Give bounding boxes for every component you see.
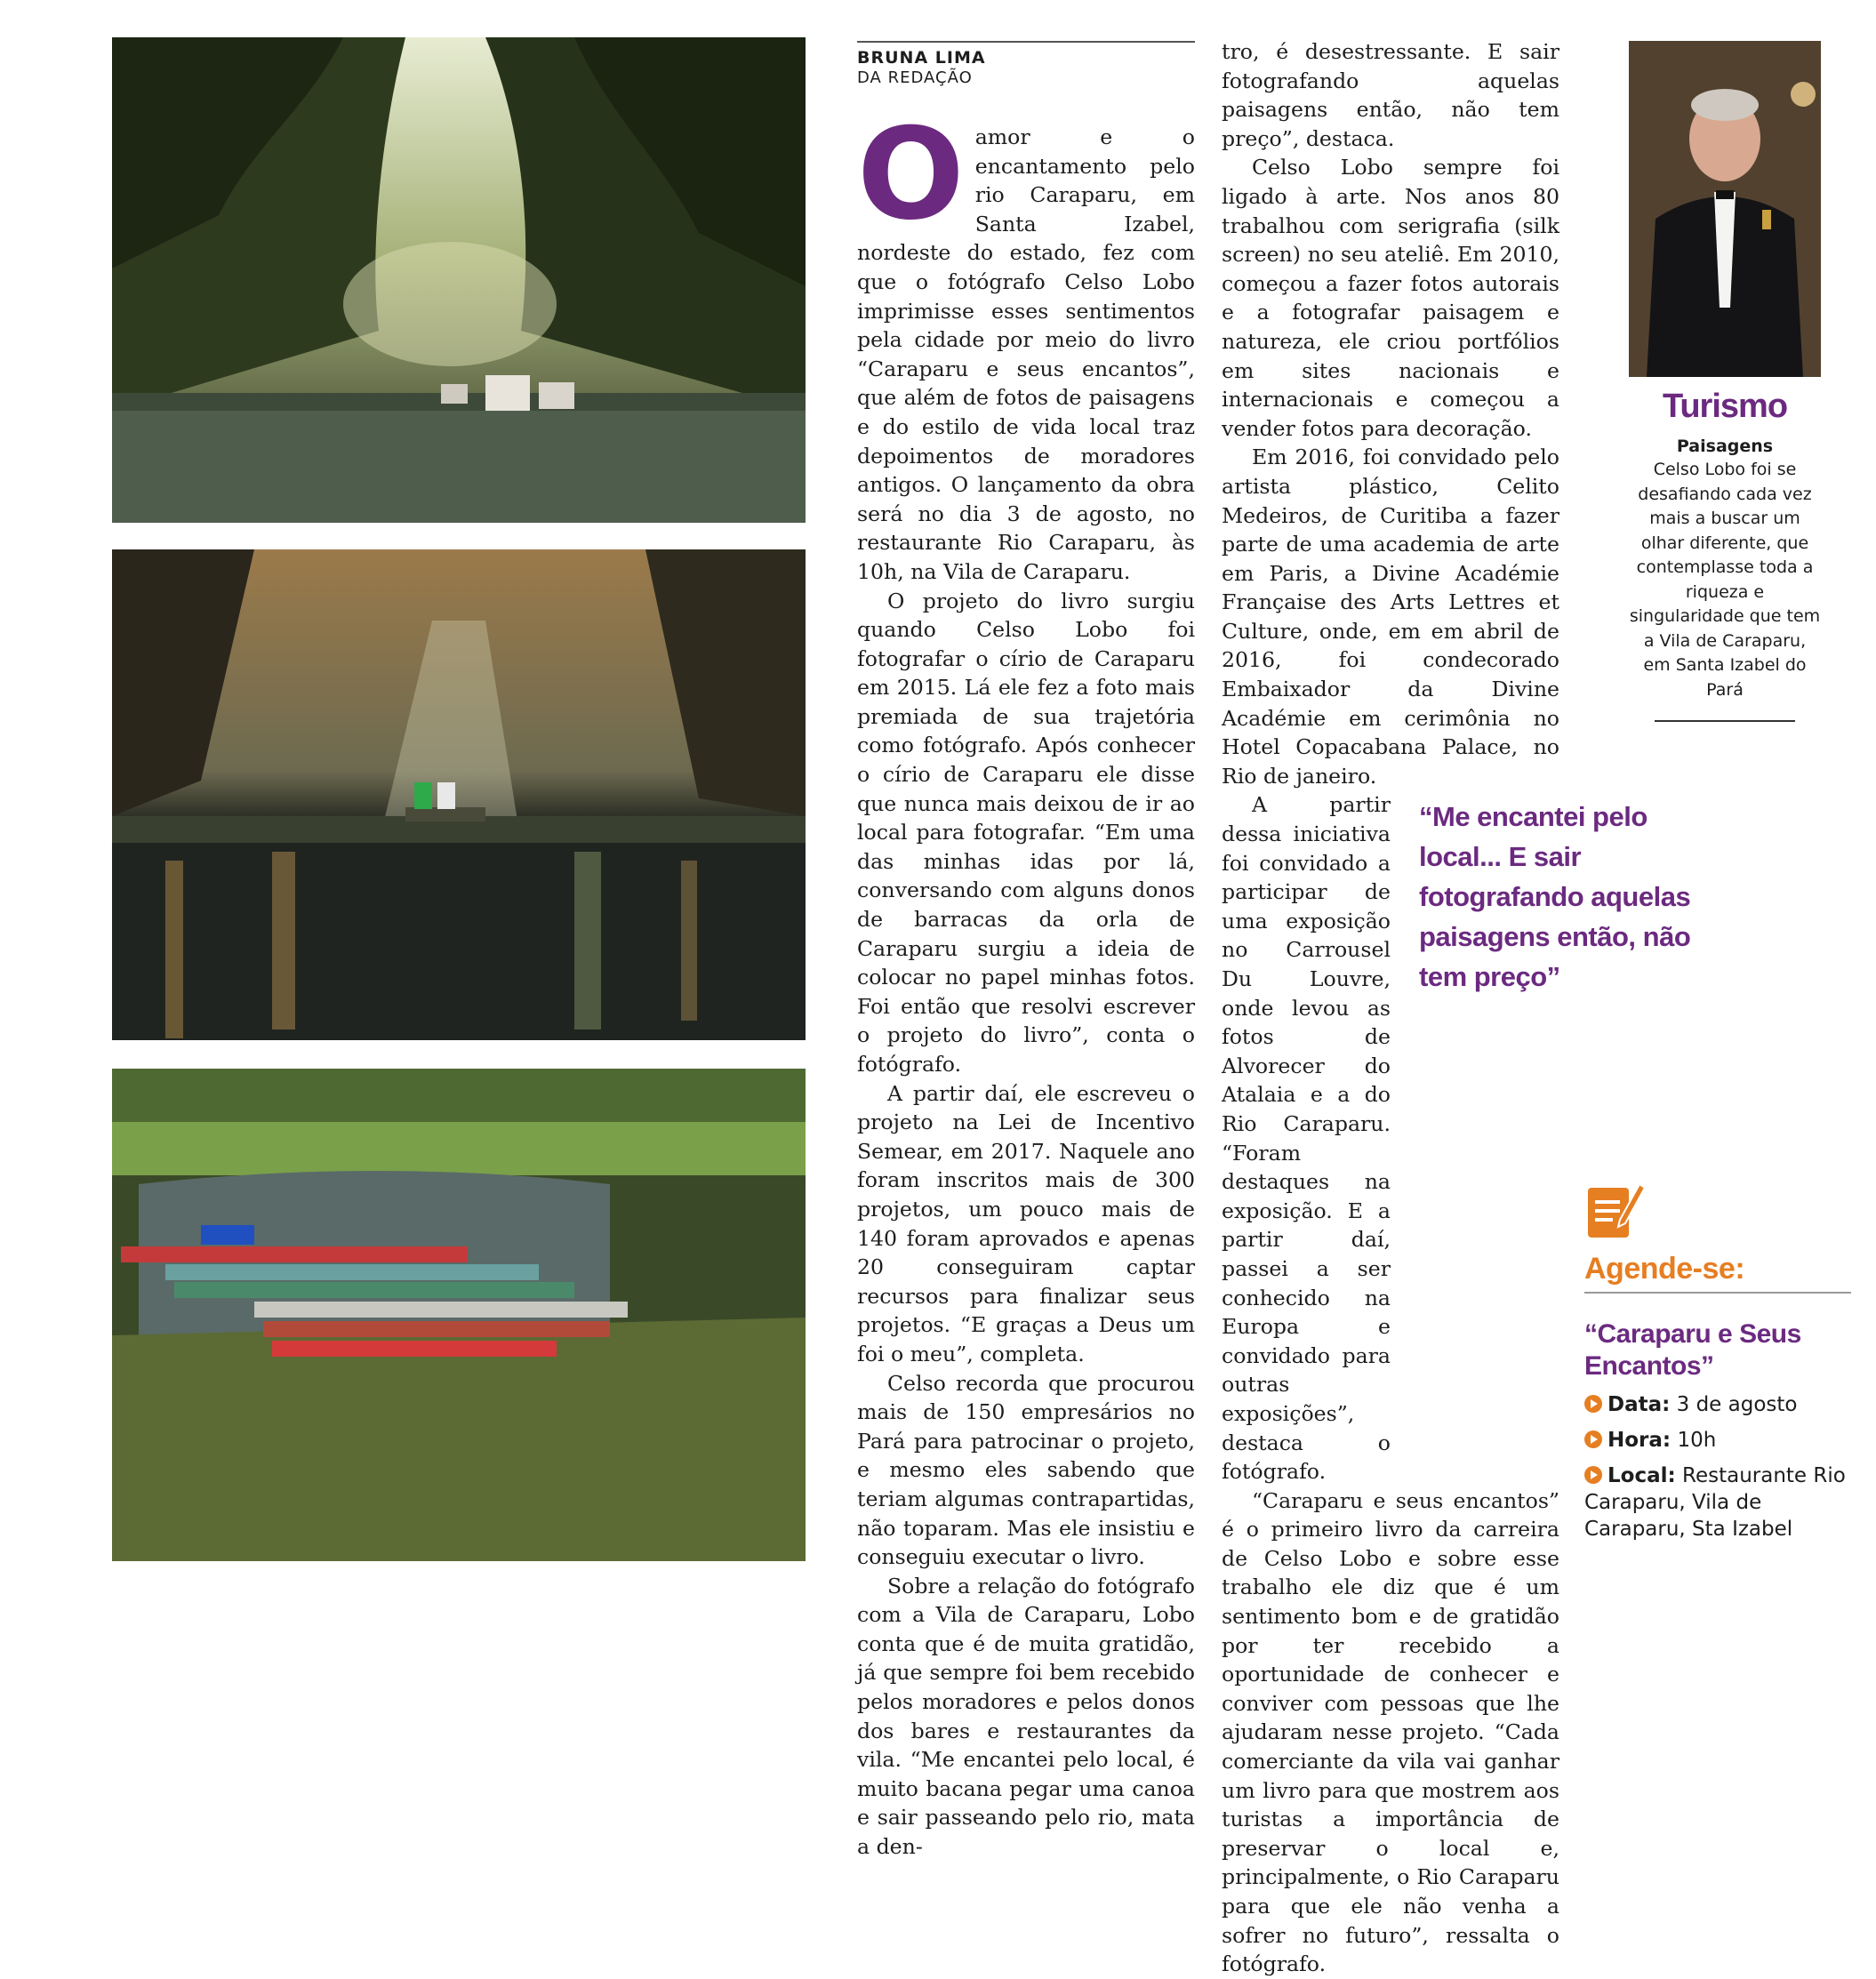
col1-paragraph: A partir daí, ele escreveu o projeto na Lei de Incentivo Semear, em 2017. Naquele ano foram inscritos mais de 300 projetos, um pouco mais de 140 foram aprovados e apenas 20 conseguiram captar recursos para finalizar seus projetos. “E graças a Deus um foi o meu”, completa. (857, 1080, 1195, 1366)
author-dept: DA REDAÇÃO (857, 68, 973, 87)
drop-cap: O (857, 101, 965, 248)
col2-paragraph: Celso Lobo sempre foi ligado à arte. Nos anos 80 trabalhou com serigrafia (silk screen) no seu ateliê. Em 2010, começou a fazer fotos autorais e a fotografar paisagem e natureza, ele criou portfólios em sites nacionais e internacionais e começou a vender fotos para decoração. (1222, 155, 1559, 441)
pencil-note-icon (1584, 1177, 1647, 1241)
col2-paragraph: A partir dessa iniciativa foi convidado a participar de uma exposição no Carrousel Du Louvre, onde levou as fotos de Alvorecer do Atalaia e a do Rio Caraparu. “Foram destaques na exposição. E a partir daí, passei a ser conhecido na Europa e convidado para outras exposições”, destaca o fotógrafo. (1222, 792, 1391, 1485)
agenda-date: Data: 3 de agosto (1584, 1391, 1851, 1418)
agenda-location: Local: Restaurante Rio Caraparu, Vila de Caraparu, Sta Izabel (1584, 1464, 1846, 1541)
agenda-time: Hora: 10h (1584, 1427, 1851, 1454)
author-name: BRUNA LIMA (857, 48, 986, 68)
agenda-event-title: “Caraparu e Seus Encantos” (1584, 1319, 1801, 1381)
col1-paragraph: amor e o encantamento pelo rio Caraparu, em Santa Izabel, nordeste do estado, fez com que o fotógrafo Celso Lobo imprimisse esses sentimentos pela cidade por meio do livro “Caraparu e seus encantos”, que além de fotos de paisagens e do estilo de vida local traz depoimentos de moradores antigos. O lançamento da obra será no dia 3 de agosto, no restaurante Rio Caraparu, às 10h, na Vila de Caraparu. (857, 124, 1195, 584)
article-column-2 (1222, 37, 1559, 1979)
section-title: Turismo (1662, 388, 1788, 425)
col2-paragraph: tro, é desestressante. E sair fotografando aquelas paisagens então, não tem preço”, destaca. (1222, 39, 1559, 151)
play-bullet-icon (1584, 1466, 1602, 1484)
portrait-caption: Celso Lobo foi se desafiando cada vez mais a buscar um olhar diferente, que contemplasse toda a riqueza e singularidade que tem a Vila de Caraparu, em Santa Izabel do Pará (1629, 460, 1821, 700)
sidebar-divider (1655, 720, 1795, 722)
sidebar-box (1629, 388, 1821, 722)
portrait-celso-lobo (1629, 41, 1821, 377)
article-column-1 (857, 101, 1195, 1862)
agenda-title: Agende-se: (1584, 1245, 1851, 1294)
photo-river-procession (112, 37, 806, 523)
col1-paragraph: Sobre a relação do fotógrafo com a Vila de Caraparu, Lobo conta que é de muita gratidão, já que sempre foi bem recebido pelos moradores e pelos donos dos bares e restaurantes da vila. “Me encantei pelo local, é muito bacana pegar uma canoa e sair passeando pelo rio, mata a den- (857, 1573, 1195, 1860)
col1-paragraph: O projeto do livro surgiu quando Celso Lobo foi fotografar o círio de Caraparu em 2015. Lá ele fez a foto mais premiada de sua trajetória como fotógrafo. Após conhecer o círio de Caraparu ele disse que nunca mais deixou de ir ao local para fotografar. “Em uma das minhas idas por lá, conversando com alguns donos de barracas da orla de Caraparu surgiu a ideia de colocar no papel minhas fotos. Foi então que resolvi escrever o projeto do livro”, conta o fotógrafo. (857, 588, 1195, 1077)
pull-quote: “Me encantei pelo local... E sair fotografando aquelas paisagens então, não tem preço” (1419, 801, 1691, 992)
section-subtitle: Paisagens (1676, 437, 1774, 456)
col2-paragraph: Em 2016, foi convidado pelo artista plástico, Celito Medeiros, de Curitiba a fazer parte de uma academia de arte em Paris, a Divine Académie Française des Arts Lettres et Culture, onde, em em abril de 2016, foi condecorado Embaixador da Divine Académie em cerimônia no Hotel Copacabana Palace, no Rio de janeiro. (1222, 445, 1559, 789)
play-bullet-icon (1584, 1430, 1602, 1448)
photo-sunbeam-canoe (112, 549, 806, 1040)
play-bullet-icon (1584, 1395, 1602, 1413)
byline (857, 41, 1195, 87)
photo-canoes-bank (112, 1069, 806, 1561)
col1-paragraph: Celso recorda que procurou mais de 150 empresários no Pará para patrocinar o projeto, e mesmo eles sabendo que teriam algumas contrapartidas, não toparam. Mas ele insistiu e conseguiu executar o livro. (857, 1370, 1195, 1570)
col2-paragraph: “Caraparu e seus encantos” é o primeiro livro da carreira de Celso Lobo e sobre esse trabalho ele diz que é um sentimento bom e de gratidão por ter recebido a oportunidade de conhecer e conviver com pessoas que lhe ajudaram nesse projeto. “Cada comerciante da vila vai ganhar um livro para que mostrem aos turistas a importância de preservar o local e, principalmente, o Rio Caraparu para que ele não venha a sofrer no futuro”, ressalta o fotógrafo. (1222, 1487, 1559, 1977)
agenda-box (1584, 1177, 1851, 1542)
